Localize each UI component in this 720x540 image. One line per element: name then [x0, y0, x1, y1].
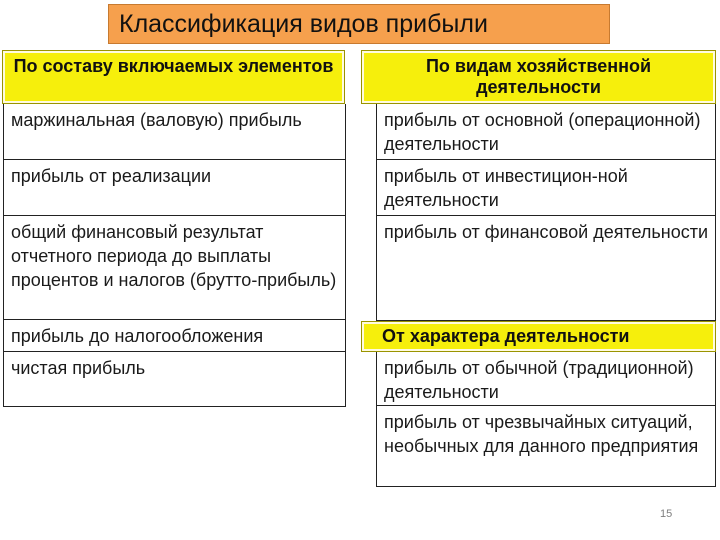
activity-type-item-operating: прибыль от основной (операционной) деятельности: [377, 104, 715, 160]
header-activity-types: По видам хозяйственной деятельности: [361, 50, 716, 104]
composition-item-gross: общий финансовый результат отчетного периода до выплаты процентов и налогов (брутто-прибыль): [4, 216, 345, 320]
composition-item-pretax: прибыль до налогообложения: [4, 320, 345, 352]
activity-types-column: [376, 104, 716, 321]
activity-nature-column: [376, 352, 716, 487]
activity-type-item-investing: прибыль от инвестицион-ной деятельности: [377, 160, 715, 216]
page-number: 15: [660, 508, 673, 520]
composition-item-marginal: маржинальная (валовую) прибыль: [4, 104, 345, 160]
slide-title: Классификация видов прибыли: [108, 4, 610, 44]
activity-nature-item-ordinary: прибыль от обычной (традиционной) деятельности: [377, 352, 715, 406]
composition-item-net: чистая прибыль: [11, 358, 146, 378]
activity-type-item-financing: прибыль от финансовой деятельности: [384, 222, 709, 242]
activity-nature-item-extraordinary: прибыль от чрезвычайных ситуаций, необычных для данного предприятия: [384, 412, 699, 456]
header-activity-nature: От характера деятельности: [361, 321, 716, 352]
composition-item-sales: прибыль от реализации: [4, 160, 345, 216]
header-composition: По составу включаемых элементов: [2, 50, 345, 104]
composition-column: [3, 104, 346, 407]
